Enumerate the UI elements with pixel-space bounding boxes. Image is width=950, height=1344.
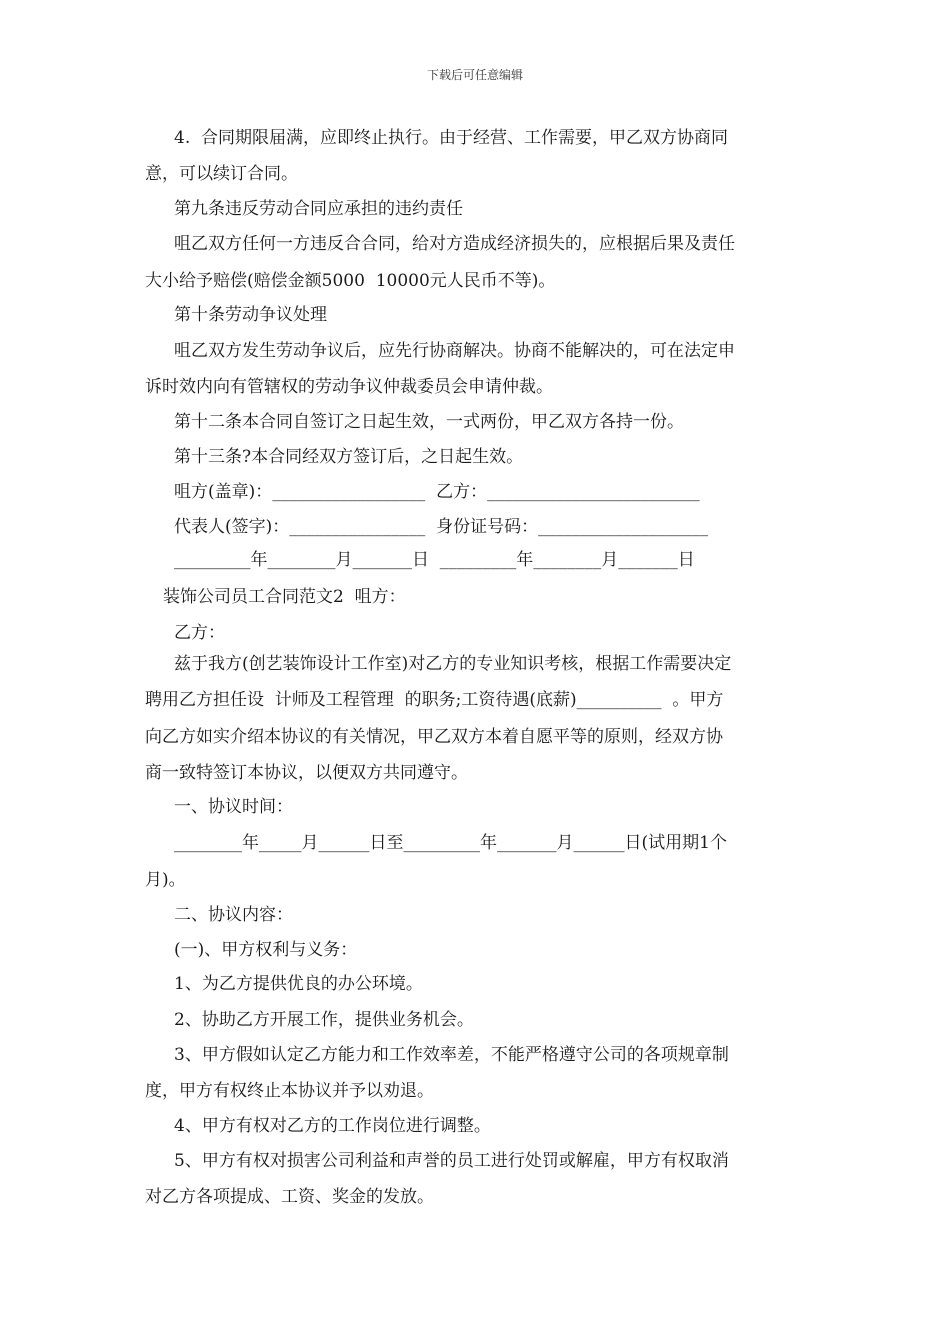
date-line: _________年________月_______日 _________年________月_______日 (174, 550, 695, 570)
section-heading: (一)、甲方权利与义务： (174, 940, 358, 960)
paragraph-line: 乙方： (174, 623, 225, 643)
paragraph-line: 第十二条本合同自签订之日起生效，一式两份，甲乙双方各持一份。 (174, 412, 684, 432)
list-item: 3、甲方假如认定乙方能力和工作效率差，不能严格遵守公司的各项规章制 (174, 1045, 729, 1065)
section-heading: 第十条劳动争议处理 (174, 305, 327, 325)
paragraph-line: 商一致特签订本协议，以便双方共同遵守。 (145, 763, 468, 783)
paragraph-line: 咀乙双方发生劳动争议后，应先行协商解决。协商不能解决的，可在法定申 (174, 341, 735, 361)
list-item: 1、为乙方提供优良的办公环境。 (174, 974, 423, 994)
paragraph-line: 诉时效内向有管辖权的劳动争议仲裁委员会申请仲裁。 (145, 377, 553, 397)
paragraph-line: ________年_____月______日至_________年_______月______日(试用期1个 (174, 833, 727, 853)
list-item: 4、甲方有权对乙方的工作岗位进行调整。 (174, 1116, 491, 1136)
paragraph-line: 兹于我方(创艺装饰设计工作室)对乙方的专业知识考核，根据工作需要决定 (174, 654, 732, 674)
signature-line: 咀方(盖章)：__________________ 乙方：_________________________ (174, 482, 700, 502)
paragraph-line: 聘用乙方担任设 计师及工程管理 的职务;工资待遇(底薪)__________ 。甲方 (145, 690, 724, 710)
section-heading: 一、协议时间： (174, 797, 293, 817)
list-item: 2、协助乙方开展工作，提供业务机会。 (174, 1010, 474, 1030)
paragraph-line: 度，甲方有权终止本协议并予以劝退。 (145, 1081, 434, 1101)
paragraph-line: 咀乙双方任何一方违反合合同，给对方造成经济损失的，应根据后果及责任 (174, 234, 735, 254)
paragraph-line: 大小给予赔偿(赔偿金额5000 10000元人民币不等)。 (145, 271, 556, 291)
signature-line: 代表人(签字)：________________ 身份证号码：____________________ (174, 517, 709, 537)
section-heading: 第九条违反劳动合同应承担的违约责任 (174, 199, 463, 219)
paragraph-line: 第十三条?本合同经双方签订后，之日起生效。 (174, 447, 524, 467)
document-title: 装饰公司员工合同范文2 咀方： (163, 587, 406, 607)
paragraph-line: 4. 合同期限届满，应即终止执行。由于经营、工作需要，甲乙双方协商同 (174, 128, 729, 148)
paragraph-line: 对乙方各项提成、工资、奖金的发放。 (145, 1187, 434, 1207)
paragraph-line: 月)。 (145, 870, 186, 890)
paragraph-line: 向乙方如实介绍本协议的有关情况，甲乙双方本着自愿平等的原则，经双方协 (145, 727, 723, 747)
page-header: 下载后可任意编辑 (426, 68, 523, 82)
list-item: 5、甲方有权对损害公司利益和声誉的员工进行处罚或解雇，甲方有权取消 (174, 1151, 729, 1171)
paragraph-line: 意，可以续订合同。 (145, 164, 298, 184)
section-heading: 二、协议内容： (174, 905, 293, 925)
